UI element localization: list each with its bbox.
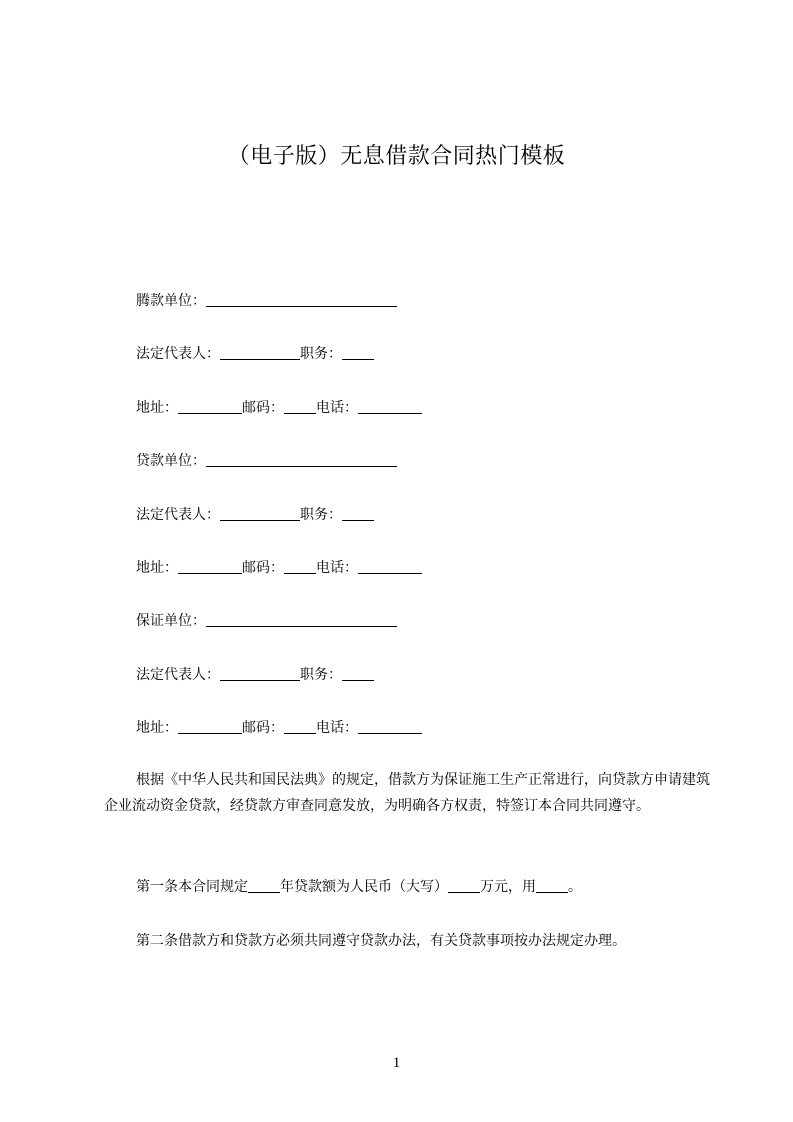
address-label: 地址：: [136, 720, 178, 736]
party-1-rep-line: [136, 344, 374, 364]
position-label: 职务：: [300, 667, 342, 683]
phone-label: 电话：: [316, 400, 358, 416]
position-label: 职务：: [300, 507, 342, 523]
phone-blank[interactable]: [358, 559, 422, 574]
phone-label: 电话：: [316, 560, 358, 576]
amount-blank[interactable]: [448, 878, 480, 893]
phone-blank[interactable]: [358, 399, 422, 414]
postcode-label: 邮码：: [242, 560, 284, 576]
article-1-part-1: 第一条本合同规定: [136, 879, 248, 895]
postcode-blank[interactable]: [284, 719, 316, 734]
postcode-label: 邮码：: [242, 400, 284, 416]
article-1-part-3: 万元，用: [480, 879, 536, 895]
postcode-blank[interactable]: [284, 399, 316, 414]
article-1-part-4: 。: [568, 879, 582, 895]
party-2-unit-line: [136, 451, 397, 471]
postcode-blank[interactable]: [284, 559, 316, 574]
party-2-rep-line: [136, 505, 374, 525]
preamble-paragraph: 根据《中华人民共和国民法典》的规定，借款方为保证施工生产正常进行，向贷款方申请建筑企业流动资金贷款，经贷款方审查同意发放，为明确各方权责，特签订本合同共同遵守。: [104, 772, 710, 814]
article-2: 第二条借款方和贷款方必须共同遵守贷款办法，有关贷款事项按办法规定办理。: [136, 933, 626, 949]
rep-label: 法定代表人：: [136, 667, 220, 683]
party-1-unit-line: [136, 291, 397, 311]
rep-blank[interactable]: [220, 345, 300, 360]
unit-blank[interactable]: [206, 612, 397, 627]
rep-blank[interactable]: [220, 506, 300, 521]
document-title: （电子版）无息借款合同热门模板: [227, 144, 566, 169]
party-3-rep-line: [136, 665, 374, 685]
unit-label: 腾款单位：: [136, 293, 206, 309]
article-1-part-2: 年贷款额为人民币（大写）: [280, 879, 448, 895]
rep-label: 法定代表人：: [136, 346, 220, 362]
party-1-address-line: [136, 398, 422, 418]
rep-blank[interactable]: [220, 666, 300, 681]
position-label: 职务：: [300, 346, 342, 362]
unit-blank[interactable]: [206, 292, 397, 307]
position-blank[interactable]: [342, 666, 374, 681]
unit-label: 贷款单位：: [136, 453, 206, 469]
page-number: 1: [392, 1055, 401, 1071]
unit-blank[interactable]: [206, 452, 397, 467]
address-blank[interactable]: [178, 399, 242, 414]
purpose-blank[interactable]: [536, 878, 568, 893]
year-blank[interactable]: [248, 878, 280, 893]
position-blank[interactable]: [342, 345, 374, 360]
party-3-address-line: [136, 718, 422, 738]
phone-blank[interactable]: [358, 719, 422, 734]
phone-label: 电话：: [316, 720, 358, 736]
address-blank[interactable]: [178, 559, 242, 574]
address-blank[interactable]: [178, 719, 242, 734]
position-blank[interactable]: [342, 506, 374, 521]
party-3-unit-line: [136, 611, 397, 631]
address-label: 地址：: [136, 400, 178, 416]
address-label: 地址：: [136, 560, 178, 576]
article-1: [136, 877, 582, 897]
party-2-address-line: [136, 558, 422, 578]
rep-label: 法定代表人：: [136, 507, 220, 523]
unit-label: 保证单位：: [136, 613, 206, 629]
postcode-label: 邮码：: [242, 720, 284, 736]
